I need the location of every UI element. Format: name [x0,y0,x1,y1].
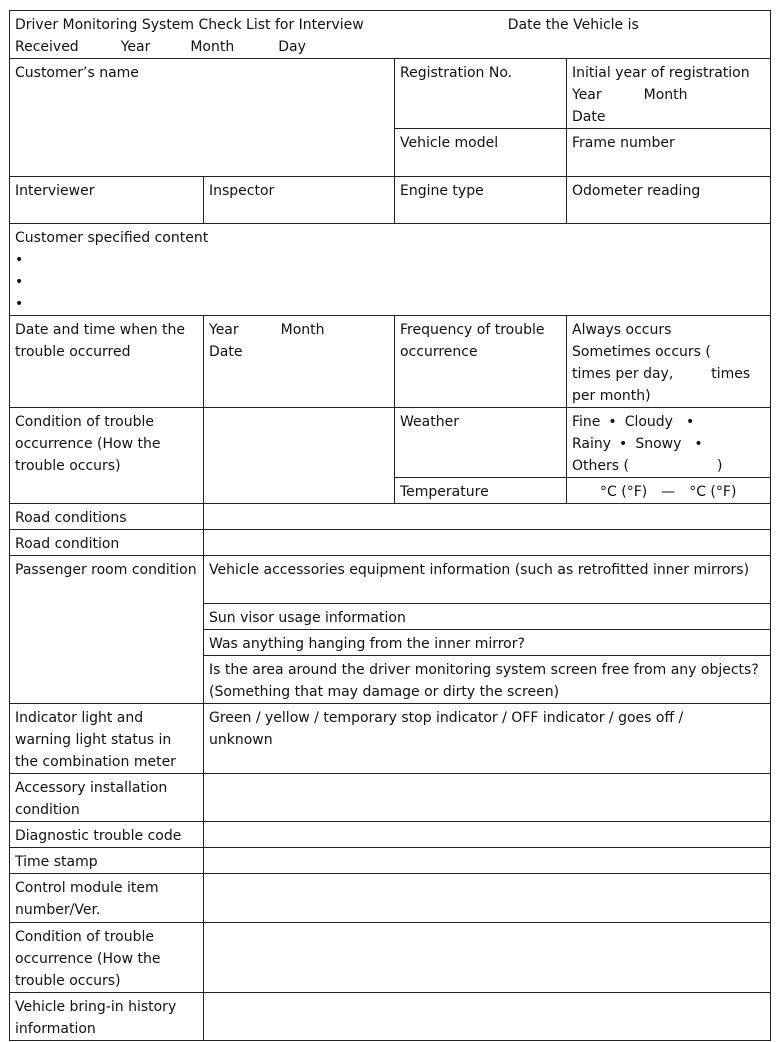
pr-sun-visor: Sun visor usage information [209,610,406,626]
temp-dash: — [661,484,676,500]
frequency-label: Frequency of trouble occurrence [400,322,545,360]
month-label: Month [643,87,688,103]
pr-mirror: Was anything hanging from the inner mirror? [209,636,525,652]
vehicle-model-cell[interactable] [395,129,567,177]
frequency-label-cell [395,316,567,408]
bring-in-label: Vehicle bring-in history information [15,999,177,1037]
registration-label: Registration No. [400,65,513,81]
bring-in-label-cell [10,993,204,1041]
condition2-label-cell [10,923,204,993]
freq-per-day: times per day, [572,366,674,382]
interviewer-label: Interviewer [15,183,95,199]
weather-label: Weather [400,414,459,430]
trouble-datetime-cell[interactable] [204,316,395,408]
bullet [15,271,765,293]
bullet [694,433,702,455]
control-module-cell[interactable] [204,874,771,923]
year-label: Year [209,322,239,338]
indicator-label-cell [10,704,204,774]
customer-name-cell[interactable] [10,59,395,177]
customer-content-cell[interactable] [10,224,771,316]
form-title: Driver Monitoring System Check List for Interview [15,17,364,33]
accessory-install-cell[interactable] [204,774,771,822]
accessory-install-label-cell [10,774,204,822]
condition2-label: Condition of trouble occurrence (How the trouble occurs) [15,929,161,989]
temperature-label-cell [395,478,567,504]
bullet [686,411,694,433]
bullet [608,411,616,433]
frame-number-label: Frame number [572,135,675,151]
customer-name-label: Customer’s name [15,65,139,81]
frequency-cell[interactable] [567,316,771,408]
freq-per-month: per month) [572,388,651,404]
weather-snowy[interactable]: Snowy [635,436,682,452]
checklist-table [9,10,771,1041]
dtc-label: Diagnostic trouble code [15,828,182,844]
inspector-label: Inspector [209,183,275,199]
road-condition-label-cell [10,530,204,556]
pr-accessories-cell[interactable] [204,556,771,604]
date-received-label: Date the Vehicle is [507,17,639,33]
year-label: Year [120,39,151,55]
inspector-cell[interactable] [204,177,395,224]
vehicle-model-label: Vehicle model [400,135,499,151]
accessory-install-label: Accessory installation condition [15,780,168,818]
control-module-label: Control module item number/Ver. [15,880,159,918]
bullet [15,293,765,315]
weather-others[interactable]: Others ( [572,458,629,474]
month-label: Month [280,322,325,338]
passenger-room-label-cell [10,556,204,704]
weather-cloudy[interactable]: Cloudy [624,414,673,430]
weather-cell[interactable] [567,408,771,478]
engine-type-cell[interactable] [395,177,567,224]
bullet [619,433,627,455]
initial-year-label: Initial year of registration [572,65,750,81]
indicator-cell[interactable] [204,704,771,774]
condition-label-cell [10,408,204,504]
temp-unit-high: °C (°F) [689,484,737,500]
temperature-label: Temperature [400,484,489,500]
day-label: Day [278,39,306,55]
date-label: Date [209,344,243,360]
road-condition-label: Road condition [15,536,120,552]
control-module-label-cell [10,874,204,923]
received-label: Received [15,39,79,55]
road-conditions-label: Road conditions [15,510,127,526]
trouble-datetime-label-cell [10,316,204,408]
condition-label: Condition of trouble occurrence (How the trouble occurs) [15,414,161,474]
temp-unit-low: °C (°F) [600,484,648,500]
customer-content-label: Customer specified content [15,230,209,246]
time-stamp-label: Time stamp [15,854,98,870]
freq-times: times [711,366,751,382]
odometer-cell[interactable] [567,177,771,224]
passenger-room-label: Passenger room condition [15,562,197,578]
weather-label-cell [395,408,567,478]
interviewer-cell[interactable] [10,177,204,224]
time-stamp-label-cell [10,848,204,874]
road-condition-cell[interactable] [204,530,771,556]
indicator-options: Green / yellow / temporary stop indicator / OFF indicator / goes off / unknown [209,710,684,748]
time-stamp-cell[interactable] [204,848,771,874]
pr-sun-visor-cell[interactable] [204,604,771,630]
dtc-cell[interactable] [204,822,771,848]
header-cell [10,11,771,59]
bullet [15,249,765,271]
pr-area: Is the area around the driver monitoring system screen free from any objects? (Something that may damage or dirty the screen) [209,662,759,700]
trouble-datetime-label: Date and time when the trouble occurred [15,322,186,360]
bring-in-cell[interactable] [204,993,771,1041]
dtc-label-cell [10,822,204,848]
road-conditions-cell[interactable] [204,504,771,530]
pr-accessories: Vehicle accessories equipment information (such as retrofitted inner mirrors) [209,562,750,578]
pr-mirror-cell[interactable] [204,630,771,656]
year-label: Year [572,87,602,103]
road-conditions-label-cell [10,504,204,530]
close-paren: ) [716,458,723,474]
freq-always[interactable]: Always occurs [572,322,672,338]
month-label: Month [190,39,235,55]
odometer-label: Odometer reading [572,183,701,199]
indicator-label: Indicator light and warning light status in the combination meter [15,710,176,770]
temperature-cell[interactable] [567,478,771,504]
registration-cell[interactable] [395,59,567,129]
weather-fine[interactable]: Fine [572,414,601,430]
frame-number-cell[interactable] [567,129,771,177]
date-label: Date [572,109,606,125]
engine-type-label: Engine type [400,183,484,199]
initial-year-cell[interactable] [567,59,771,129]
pr-area-cell[interactable] [204,656,771,704]
weather-rainy[interactable]: Rainy [572,436,612,452]
condition-cell[interactable] [204,408,395,504]
freq-sometimes[interactable]: Sometimes occurs ( [572,344,711,360]
condition2-cell[interactable] [204,923,771,993]
